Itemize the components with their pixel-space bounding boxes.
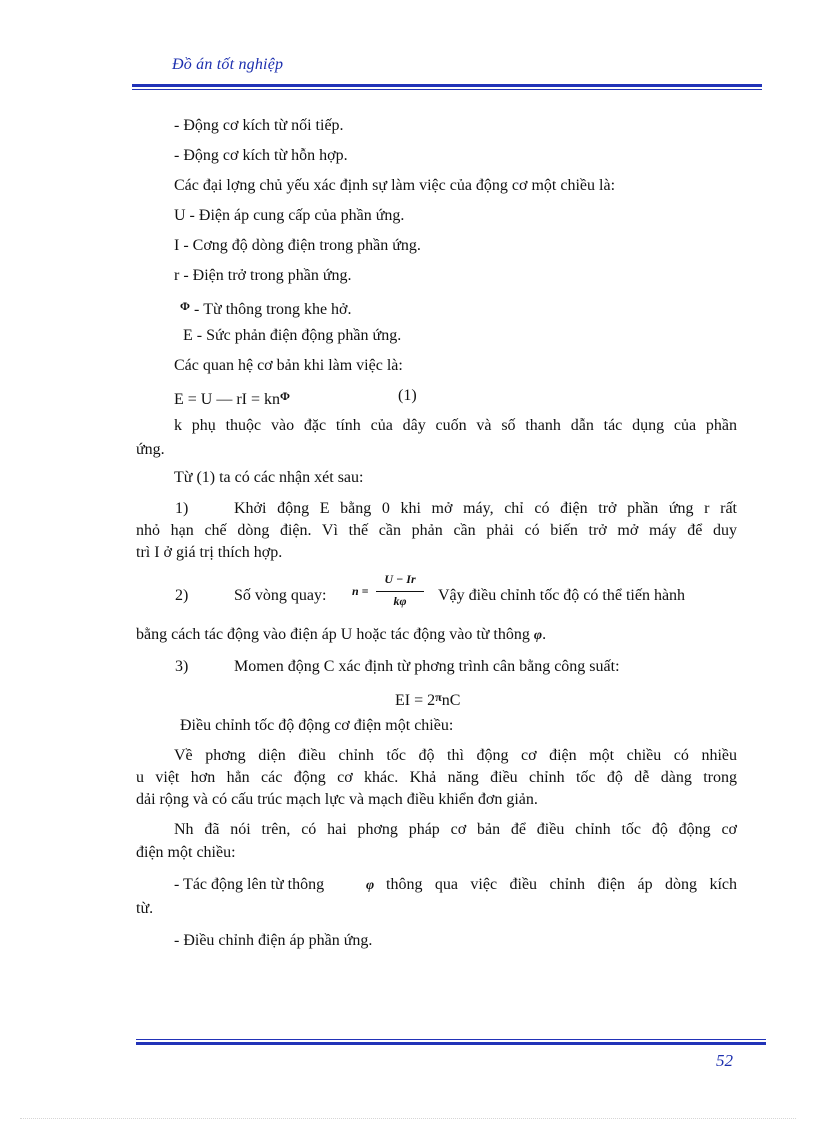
page-edge-divider [20, 1118, 796, 1119]
equation-2 [395, 687, 460, 711]
header-rule-thick [132, 84, 762, 87]
text-span: Số vòng quay: [234, 587, 327, 604]
list-number: 2) [175, 587, 189, 604]
text-line: nhỏ hạn chế dòng điện. Vì thế cần phản cần phải có biến trở mở máy để duy [136, 522, 737, 539]
footer-rule-thick [136, 1042, 766, 1045]
equation-text: E = U — rI = kn [174, 391, 281, 408]
text-span: Vậy điều chỉnh tốc độ có thể tiến hành [438, 587, 686, 604]
text-line: từ. [136, 900, 154, 917]
equation-text: EI = 2 [395, 692, 436, 709]
list-number: 3) [175, 658, 189, 675]
text-line: Các quan hệ cơ bản khi làm việc là: [174, 357, 403, 374]
text-span: - Từ thông trong khe hở. [189, 301, 352, 318]
text-line: Khởi động E bằng 0 khi mở máy, chỉ có điện trở phần ứng r rất [234, 500, 737, 517]
phi-symbol: φ [533, 628, 543, 643]
text-line: điện một chiều: [136, 844, 236, 861]
text-line: k phụ thuộc vào đặc tính của dây cuốn và số thanh dẫn tác dụng của phần [174, 417, 737, 434]
text-span: . [542, 626, 547, 643]
text-line: U - Điện áp cung cấp của phần ứng. [174, 207, 405, 224]
text-line: Các đại lợng chủ yếu xác định sự làm việc của động cơ một chiều là: [174, 177, 616, 194]
section-heading: Điều chỉnh tốc độ động cơ điện một chiều: [180, 717, 454, 734]
text-span: - Tác động lên từ thông [174, 876, 325, 893]
text-line [136, 625, 546, 646]
text-line: Momen động C xác định từ phơng trình cân bằng công suất: [234, 658, 620, 675]
equation-text: nC [441, 692, 461, 709]
text-line: - Động cơ kích từ hỗn hợp. [174, 147, 348, 164]
text-line: ứng. [136, 441, 165, 458]
text-line: Từ (1) ta có các nhận xét sau: [174, 469, 364, 486]
fraction-bar [376, 591, 424, 592]
text-span: thông qua việc điều chỉnh điện áp dòng kích [386, 876, 737, 893]
phi-symbol: Φ [280, 389, 290, 403]
phi-symbol [366, 875, 374, 896]
header-title: Đồ án tốt nghiệp [172, 56, 284, 73]
text-line: E - Sức phản điện động phần ứng. [183, 327, 402, 344]
text-line: Nh đã nói trên, có hai phơng pháp cơ bản để điều chỉnh tốc độ động cơ [174, 821, 737, 838]
text-line: trì I ở giá trị thích hợp. [136, 544, 283, 561]
text-span: bằng cách tác động vào điện áp U hoặc tác động vào từ thông [136, 626, 530, 643]
text-line: - Điều chỉnh điện áp phần ứng. [174, 932, 373, 949]
text-line [180, 296, 352, 320]
text-line: r - Điện trở trong phần ứng. [174, 267, 352, 284]
text-line: u việt hơn hẳn các động cơ khác. Khả năng điều chỉnh tốc độ dễ dàng trong [136, 769, 737, 786]
text-line: Về phơng diện điều chỉnh tốc độ thì động cơ điện một chiều có nhiều [174, 747, 737, 764]
page-number: 52 [716, 1051, 733, 1070]
formula-denominator: kφ [393, 594, 407, 608]
formula-numerator: U − Ir [384, 572, 416, 586]
header-rule-thin [132, 89, 762, 90]
phi-symbol: Φ [180, 299, 190, 313]
list-number: 1) [175, 500, 189, 517]
text-line: I - Cơng độ dòng điện trong phần ứng. [174, 237, 421, 254]
text-line: - Động cơ kích từ nối tiếp. [174, 117, 344, 134]
phi-glyph: φ [366, 878, 375, 893]
formula-lhs: n = [352, 584, 369, 598]
footer-rule-thin [136, 1039, 766, 1040]
text-line: dải rộng và có cấu trúc mạch lực và mạch điều khiển đơn giản. [136, 791, 538, 808]
equation-1 [174, 386, 290, 410]
pi-symbol: π [435, 690, 442, 704]
speed-formula [352, 572, 426, 614]
equation-number: (1) [398, 387, 417, 404]
